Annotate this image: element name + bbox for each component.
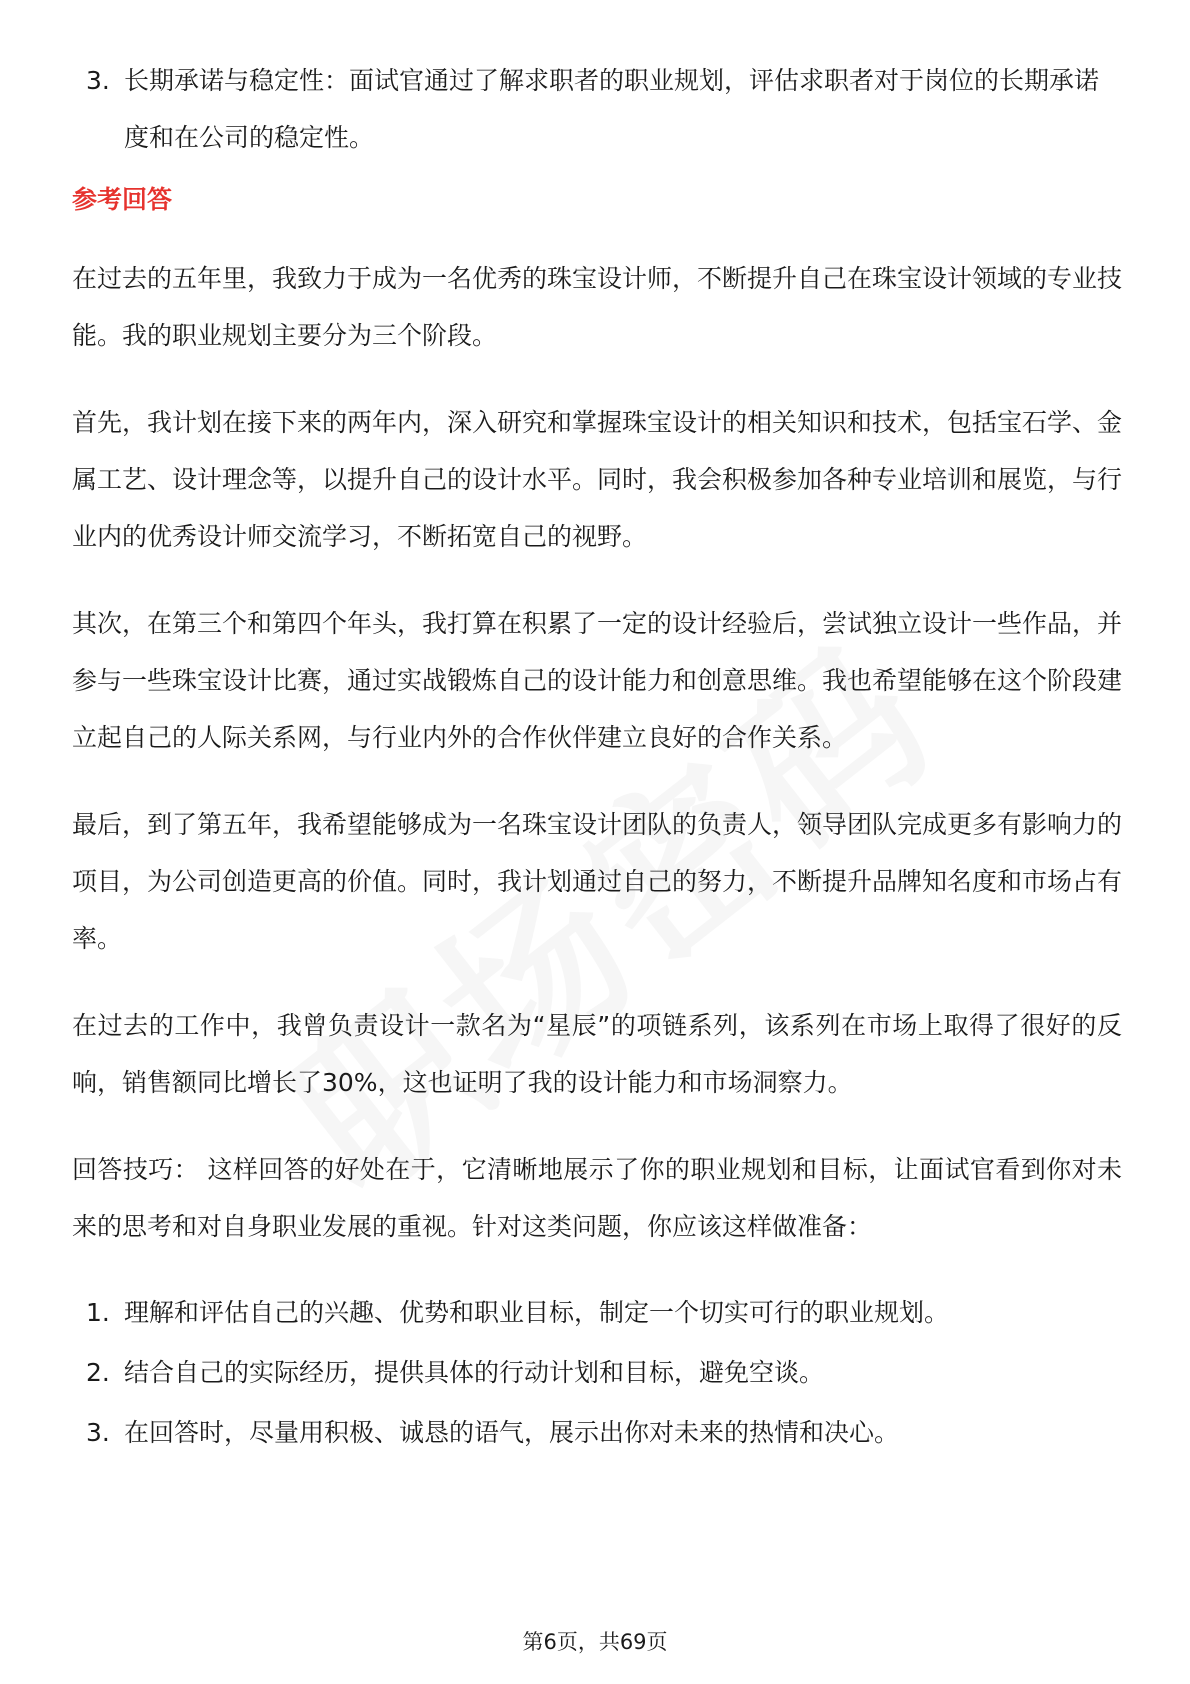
paragraph: 在过去的五年里，我致力于成为一名优秀的珠宝设计师，不断提升自己在珠宝设计领域的专业技能。我的职业规划主要分为三个阶段。	[72, 264, 1123, 350]
list-item	[72, 1343, 1122, 1403]
list-item-text: 在回答时，尽量用积极、诚恳的语气，展示出你对未来的热情和决心。	[124, 1418, 900, 1447]
list-item-text: 长期承诺与稳定性：面试官通过了解求职者的职业规划，评估求职者对于岗位的长期承诺度和在公司的稳定性。	[124, 66, 1100, 152]
page-number-footer: 第6页，共69页	[522, 1630, 668, 1654]
list-item	[72, 1403, 1122, 1463]
paragraph: 其次，在第三个和第四个年头，我打算在积累了一定的设计经验后，尝试独立设计一些作品，并参与一些珠宝设计比赛，通过实战锻炼自己的设计能力和创意思维。我也希望能够在这个阶段建立起自己的人际关系网，与行业内外的合作伙伴建立良好的合作关系。	[72, 609, 1123, 752]
paragraph: 首先，我计划在接下来的两年内，深入研究和掌握珠宝设计的相关知识和技术，包括宝石学、金属工艺、设计理念等，以提升自己的设计水平。同时，我会积极参加各种专业培训和展览，与行业内的优秀设计师交流学习，不断拓宽自己的视野。	[72, 408, 1123, 551]
list-item-number: 3.	[86, 66, 110, 95]
list-item-text: 理解和评估自己的兴趣、优势和职业目标，制定一个切实可行的职业规划。	[124, 1298, 950, 1327]
list-item-number: 2.	[86, 1358, 110, 1387]
list-item-number: 3.	[86, 1418, 110, 1447]
paragraph: 在过去的工作中，我曾负责设计一款名为“星辰”的项链系列，该系列在市场上取得了很好的反响，销售额同比增长了30%，这也证明了我的设计能力和市场洞察力。	[72, 1011, 1122, 1097]
paragraph: 最后，到了第五年，我希望能够成为一名珠宝设计团队的负责人，领导团队完成更多有影响力的项目，为公司创造更高的价值。同时，我计划通过自己的努力，不断提升品牌知名度和市场占有率。	[72, 810, 1123, 953]
list-item	[72, 52, 1122, 166]
page-content	[72, 52, 1122, 1463]
list-item	[72, 1283, 1122, 1343]
section-heading: 参考回答	[72, 185, 173, 214]
list-item-text: 结合自己的实际经历，提供具体的行动计划和目标，避免空谈。	[124, 1358, 825, 1387]
list-item-number: 1.	[86, 1298, 110, 1327]
tips-list	[72, 1283, 1122, 1463]
answer-tips-paragraph: 回答技巧： 这样回答的好处在于，它清晰地展示了你的职业规划和目标，让面试官看到你对未来的思考和对自身职业发展的重视。针对这类问题，你应该这样做准备：	[72, 1155, 1122, 1241]
